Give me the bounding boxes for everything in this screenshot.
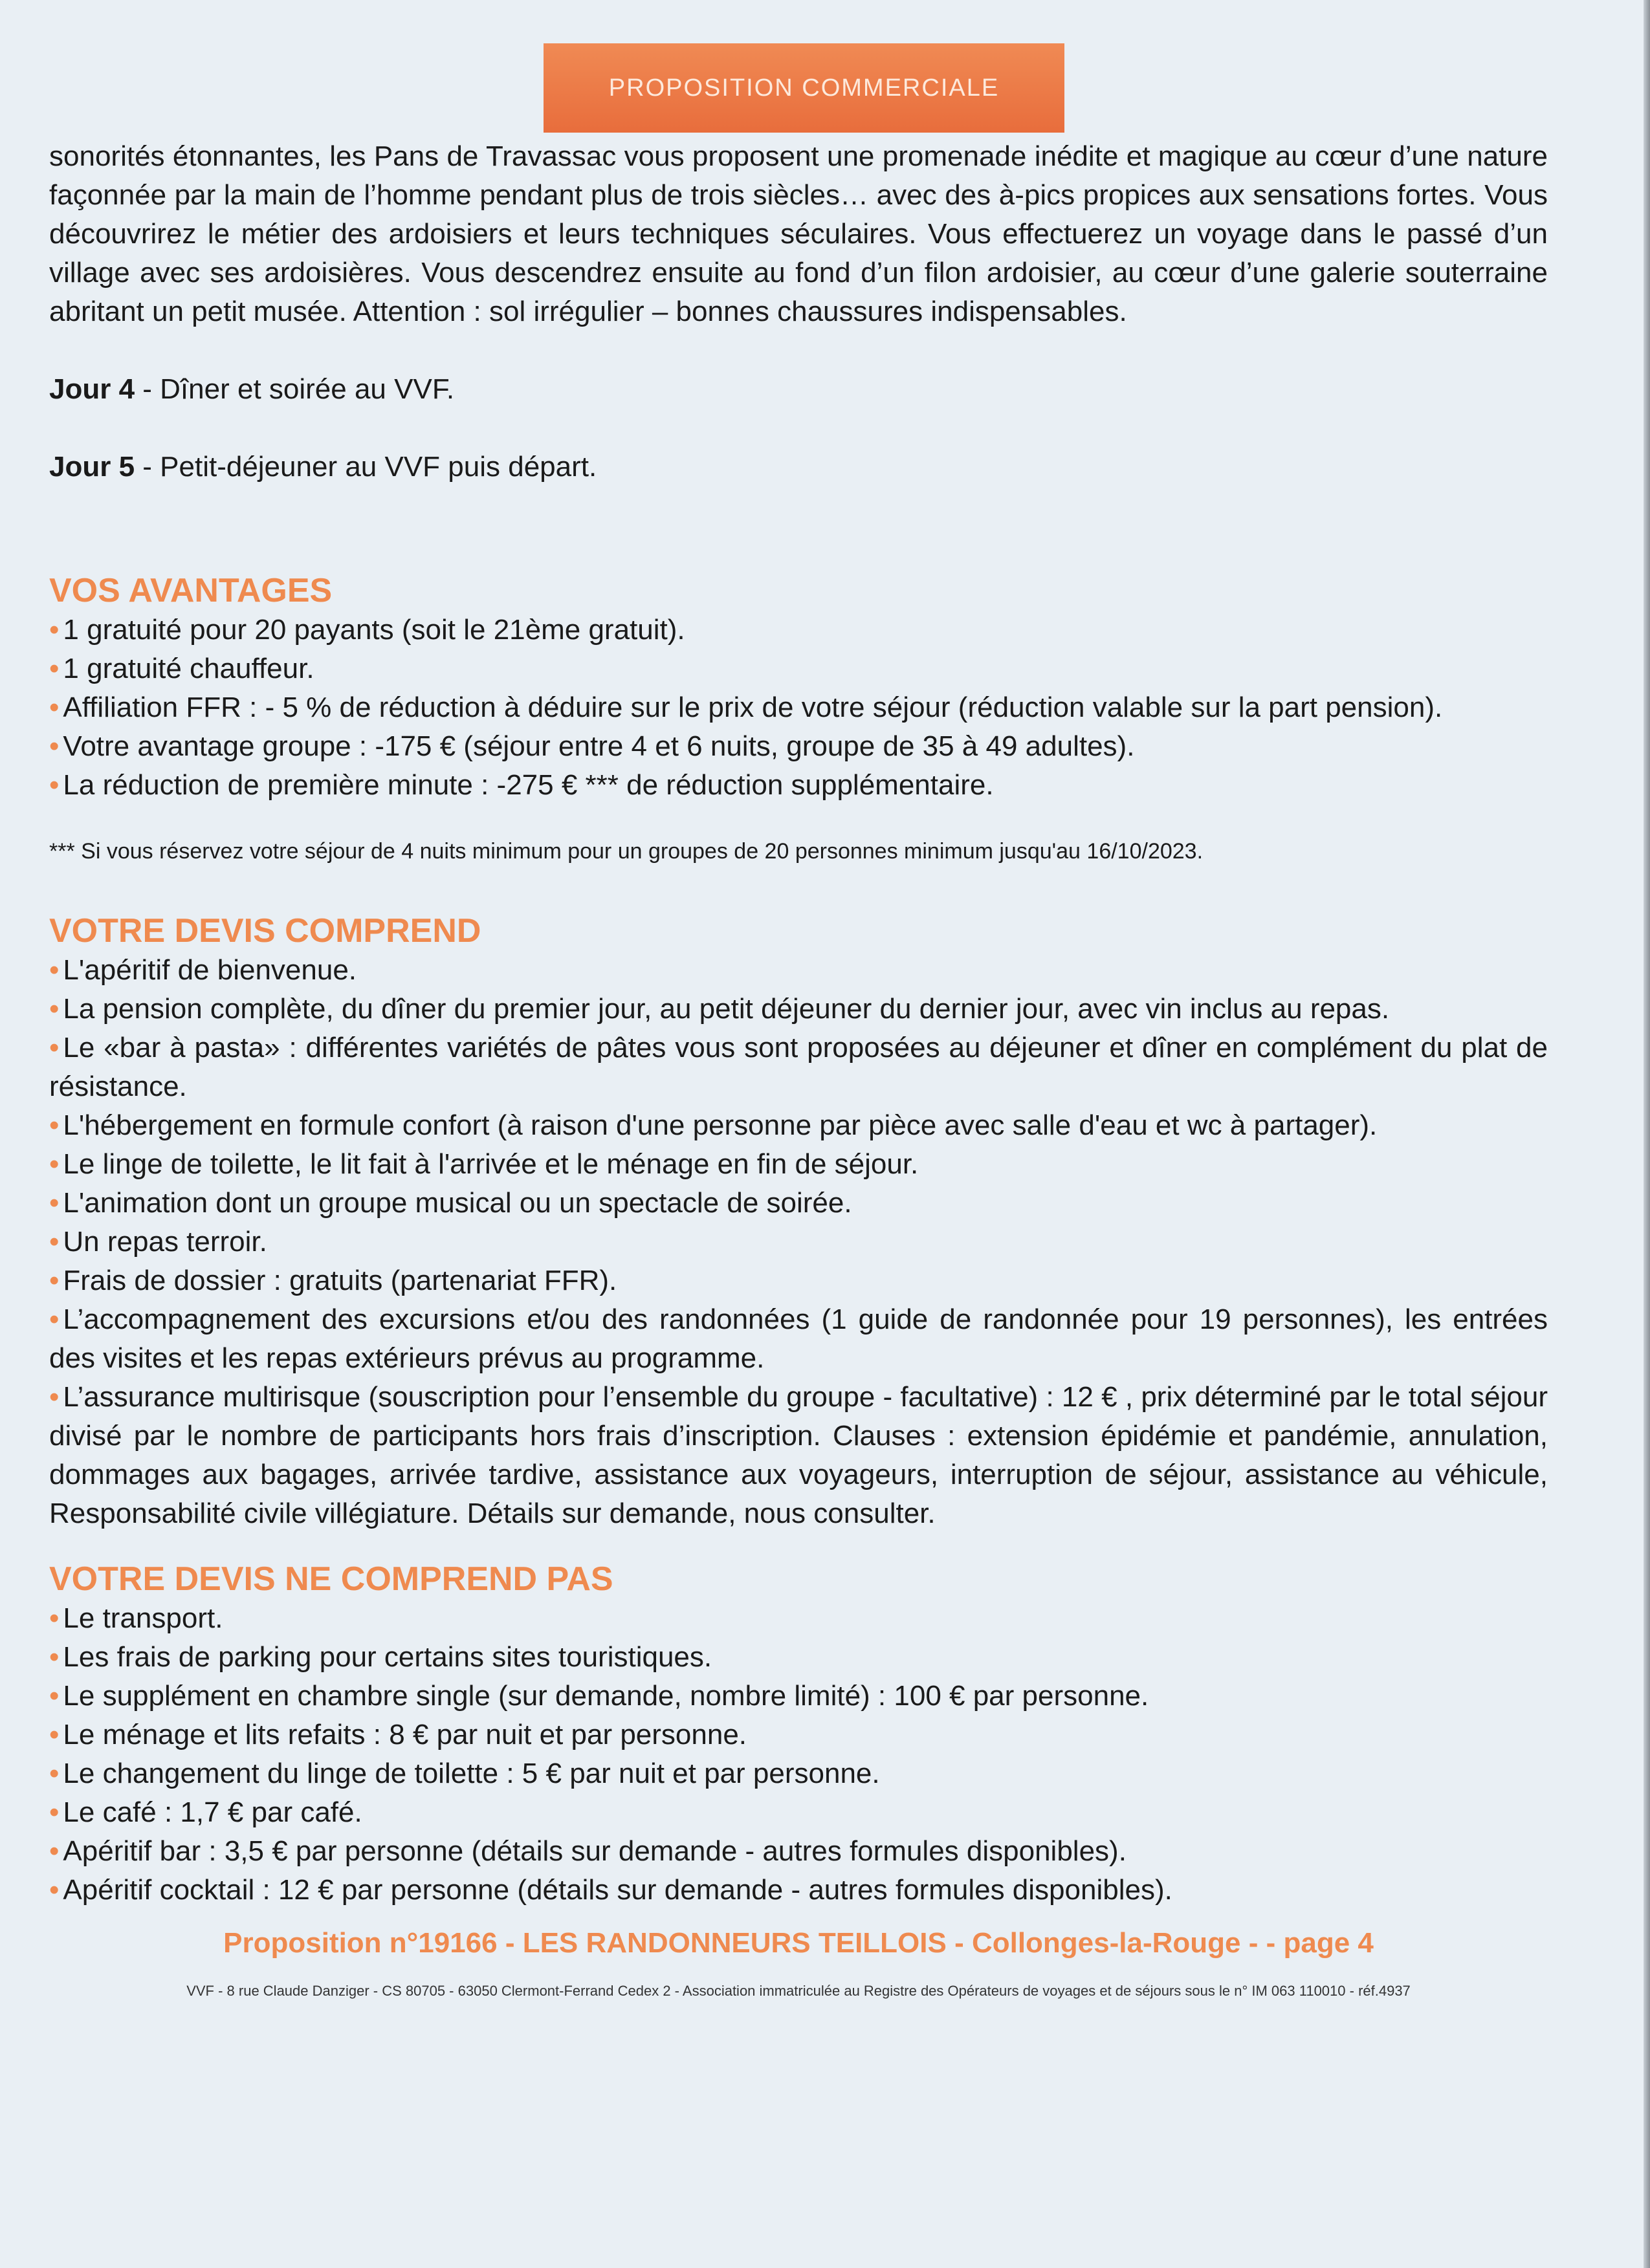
bullet-icon: • [49,769,60,801]
header-title: PROPOSITION COMMERCIALE [608,74,1000,102]
list-item: • Le supplément en chambre single (sur demande, nombre limité) : 100 € par personne. [49,1680,1149,1712]
bullet-icon: • [49,1796,60,1828]
day-text: - Dîner et soirée au VVF. [135,373,455,405]
bullet-icon: • [49,1148,60,1180]
bullet-icon: • [49,954,60,986]
list-item: • Affiliation FFR : - 5 % de réduction à déduire sur le prix de votre séjour (réduction valable sur la part pension). [49,692,1443,723]
list-item: • Votre avantage groupe : -175 € (séjour entre 4 et 6 nuits, groupe de 35 à 49 adultes). [49,730,1135,762]
bullet-icon: • [49,1641,60,1673]
bullet-icon: • [49,653,60,684]
bullet-icon: • [49,1303,60,1335]
list-item: • Apéritif cocktail : 12 € par personne (détails sur demande - autres formules disponibles). [49,1874,1172,1906]
avantages-note: *** Si vous réservez votre séjour de 4 nuits minimum pour un groupes de 20 personnes minimum jusqu'au 16/10/2023. [49,839,1204,864]
list-item: • Le café : 1,7 € par café. [49,1796,362,1828]
list-item: • Apéritif bar : 3,5 € par personne (détails sur demande - autres formules disponibles). [49,1835,1127,1867]
list-item: • Le ménage et lits refaits : 8 € par nuit et par personne. [49,1719,747,1750]
page-edge-shadow [1644,0,1650,2268]
bullet-icon: • [49,1602,60,1634]
header-banner [544,43,1064,133]
bullet-icon: • [49,730,60,762]
comprend-list [49,951,1548,1533]
bullet-icon: • [49,692,60,723]
bullet-icon: • [49,614,60,646]
list-item: • Un repas terroir. [49,1226,267,1258]
footer-legal: VVF - 8 rue Claude Danziger - CS 80705 - 63050 Clermont-Ferrand Cedex 2 - Association immatriculée au Registre des Opérateurs de voyages et de séjours sous le n° IM 063 110010 - réf.4937 [186,1983,1411,1999]
day-5 [49,448,1548,486]
intro-paragraph: sonorités étonnantes, les Pans de Travassac vous proposent une promenade inédite et magique au cœur d’une nature façonnée par la main de l’homme pendant plus de trois siècles… avec des à-pics propices aux sensations fortes. Vous découvrirez le métier des ardoisiers et leurs techniques séculaires. Vous effectuerez un voyage dans le passé d’un village avec ses ardoisières. Vous descendrez ensuite au fond d’un filon ardoisier, au cœur d’une galerie souterraine abritant un petit musée. Attention : sol irrégulier – bonnes chaussures indispensables. [49,140,1548,327]
day-label: Jour 4 [49,373,135,405]
list-item: • La pension complète, du dîner du premier jour, au petit déjeuner du dernier jour, avec vin inclus au repas. [49,993,1390,1025]
list-item: • L’assurance multirisque (souscription pour l’ensemble du groupe - facultative) : 12 € , prix déterminé par le total séjour divisé par le nombre de participants hors frais d’inscription. Clauses : extension épidémie et pandémie, annulation, dommages aux bagages, arrivée tardive, assistance aux voyageurs, interruption de séjour, assistance au véhicule, Responsabilité civile villégiature. Détails sur demande, nous consulter. [49,1381,1548,1529]
section-title-comprend: VOTRE DEVIS COMPREND [49,912,481,950]
bullet-icon: • [49,1032,60,1063]
bullet-icon: • [49,1680,60,1712]
bullet-icon: • [49,1719,60,1750]
list-item: • 1 gratuité pour 20 payants (soit le 21ème gratuit). [49,614,685,646]
avantages-list [49,611,1548,805]
bullet-icon: • [49,1109,60,1141]
bullet-icon: • [49,1835,60,1867]
day-text: - Petit-déjeuner au VVF puis départ. [135,451,597,483]
ne-comprend-pas-list [49,1599,1548,1910]
list-item: • Le changement du linge de toilette : 5 € par nuit et par personne. [49,1758,880,1789]
list-item: • Frais de dossier : gratuits (partenariat FFR). [49,1265,617,1296]
list-item: • L'hébergement en formule confort (à raison d'une personne par pièce avec salle d'eau et wc à partager). [49,1109,1378,1141]
list-item: • Le transport. [49,1602,223,1634]
footer-proposition: Proposition n°19166 - LES RANDONNEURS TEILLOIS - Collonges-la-Rouge - - page 4 [223,1927,1374,1959]
bullet-icon: • [49,993,60,1025]
bullet-icon: • [49,1758,60,1789]
list-item: • Les frais de parking pour certains sites touristiques. [49,1641,712,1673]
list-item: • L'animation dont un groupe musical ou un spectacle de soirée. [49,1187,852,1219]
list-item: • Le «bar à pasta» : différentes variétés de pâtes vous sont proposées au déjeuner et dîner en complément du plat de résistance. [49,1032,1548,1102]
day-label: Jour 5 [49,451,135,483]
list-item: • 1 gratuité chauffeur. [49,653,314,684]
list-item: • La réduction de première minute : -275 € *** de réduction supplémentaire. [49,769,994,801]
bullet-icon: • [49,1226,60,1258]
day-4 [49,370,1548,409]
list-item: • L’accompagnement des excursions et/ou des randonnées (1 guide de randonnée pour 19 personnes), les entrées des visites et les repas extérieurs prévus au programme. [49,1303,1548,1374]
section-title-avantages: VOS AVANTAGES [49,572,333,609]
bullet-icon: • [49,1381,60,1413]
bullet-icon: • [49,1265,60,1296]
bullet-icon: • [49,1874,60,1906]
document-body [49,137,1548,2011]
list-item: • Le linge de toilette, le lit fait à l'arrivée et le ménage en fin de séjour. [49,1148,919,1180]
list-item: • L'apéritif de bienvenue. [49,954,357,986]
bullet-icon: • [49,1187,60,1219]
section-title-ne-comprend-pas: VOTRE DEVIS NE COMPREND PAS [49,1560,613,1598]
